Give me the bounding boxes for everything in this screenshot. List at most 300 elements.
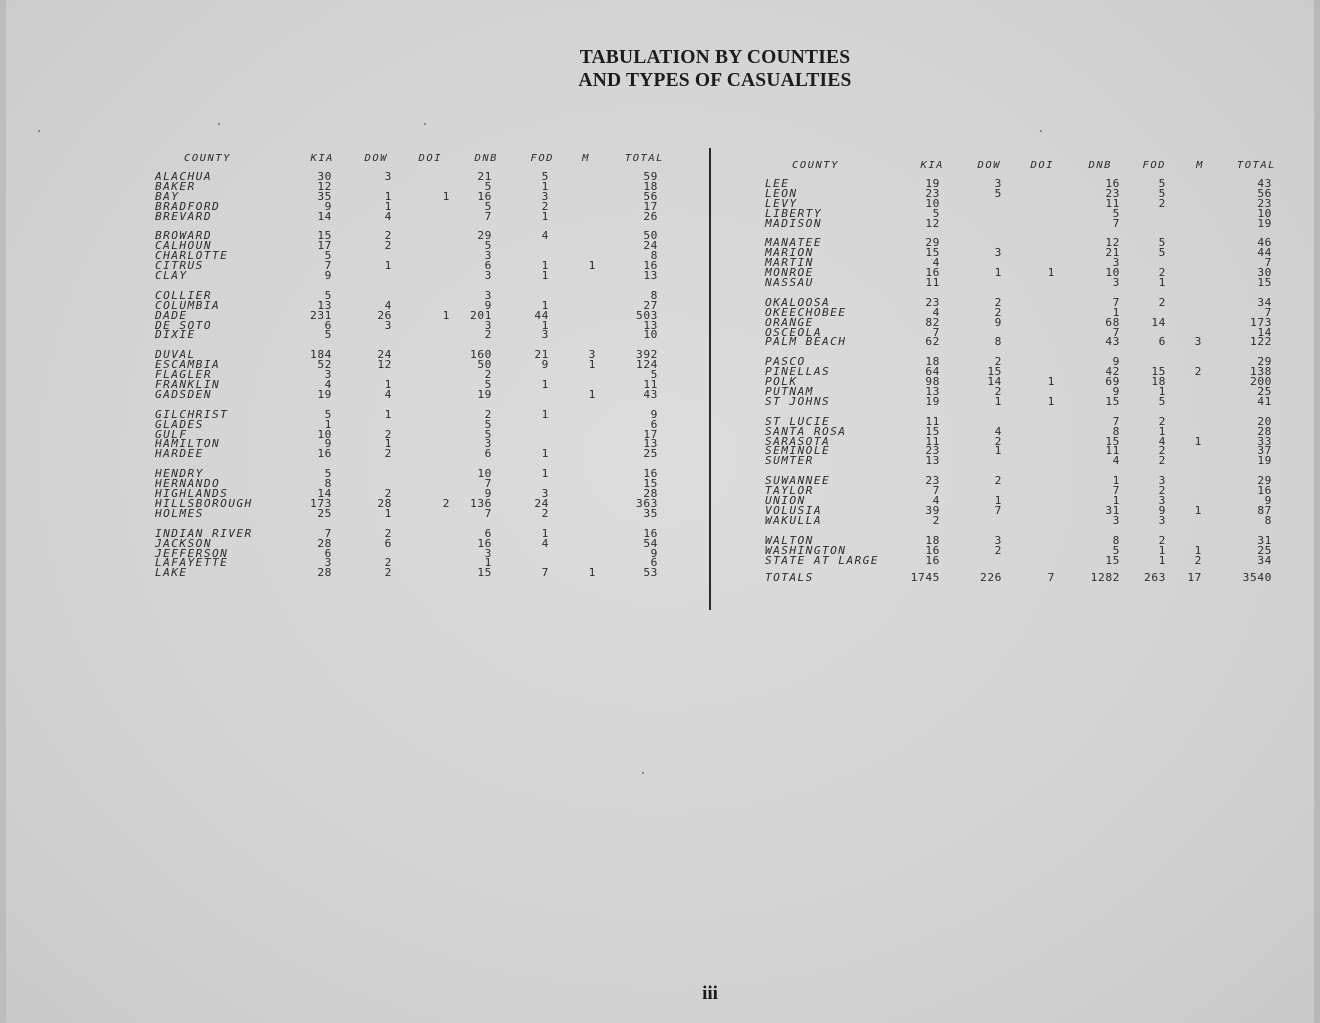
county-fod-cell: 3 [1158,474,1166,487]
county-fod-cell: 2 [1158,454,1166,468]
county-total-cell: 7 [1264,256,1272,269]
county-total-cell: 10 [1257,207,1272,220]
county-total-cell: 56 [643,190,658,203]
county-kia-cell: 23 [925,474,940,487]
county-dow-cell: 2 [994,355,1002,369]
county-county-cell: CALHOUN [155,239,212,253]
county-county-cell: BREVARD [155,209,212,223]
county-dnb-cell: 15 [1105,553,1120,567]
county-dow-cell: 2 [994,434,1002,448]
county-county-cell: FRANKLIN [155,378,221,391]
county-fod-cell: 1 [1158,425,1166,438]
county-dnb-cell: 7 [484,507,492,520]
county-dnb-cell: 23 [1105,187,1120,200]
county-dnb-cell: 5 [1112,207,1120,220]
county-kia-cell: 12 [317,180,332,193]
county-kia-cell: 13 [925,385,940,398]
county-dnb-cell: 7 [1112,484,1120,497]
county-total-cell: 17 [643,427,658,441]
county-total-cell: 25 [643,447,658,461]
county-dnb-cell: 3 [484,289,492,302]
county-total-cell: 50 [643,229,658,243]
county-county-cell: CLAY [155,269,188,282]
county-kia-cell: 7 [932,484,940,497]
county-county-cell: FLAGLER [155,368,212,381]
county-fod-cell: 3 [1158,494,1166,507]
county-kia-cell: 231 [309,309,332,322]
county-fod-cell: 1 [1158,543,1166,557]
county-fod-cell: 2 [541,507,549,520]
county-kia-cell: 11 [925,276,940,289]
county-county-cell: LEVY [765,197,798,210]
county-kia-cell: 11 [925,434,940,448]
paper-speck [642,772,644,774]
county-fod-cell: 1 [541,467,549,480]
county-dnb-cell: 21 [1105,246,1120,260]
header-county-cell: COUNTY [184,152,231,164]
county-dnb-cell: 7 [1112,296,1120,309]
county-total-cell: 15 [1257,276,1272,289]
county-total-cell: 54 [643,536,658,550]
county-fod-cell: 5 [1158,187,1166,200]
county-county-cell: BRADFORD [155,200,221,213]
county-total-cell: 11 [643,378,658,391]
county-fod-cell: 1 [541,408,549,421]
county-county-cell: UNION [765,494,806,507]
county-dow-cell: 1 [384,200,392,213]
county-total-cell: 26 [643,209,658,223]
county-total-cell: 503 [635,309,658,322]
county-dnb-cell: 19 [477,388,492,401]
county-dnb-cell: 201 [469,309,492,322]
county-dnb-cell: 3 [1112,514,1120,527]
totals-m-cell: 17 [1187,571,1202,585]
county-dnb-cell: 5 [1112,543,1120,557]
county-dnb-cell: 3 [484,437,492,451]
county-dow-cell: 4 [384,299,392,312]
county-total-cell: 9 [650,408,658,421]
totals-dow-cell: 226 [979,571,1002,585]
county-total-cell: 24 [643,239,658,253]
county-kia-cell: 5 [324,249,332,262]
county-kia-cell: 9 [324,269,332,282]
county-fod-cell: 2 [1158,266,1166,279]
county-fod-cell: 2 [1158,415,1166,428]
county-dow-cell: 1 [384,408,392,421]
county-total-cell: 6 [650,556,658,570]
county-total-cell: 59 [643,170,658,183]
county-fod-cell: 2 [1158,444,1166,458]
county-total-cell: 30 [1257,266,1272,279]
county-fod-cell: 14 [1151,316,1166,329]
county-fod-cell: 5 [1158,177,1166,190]
county-county-cell: LAKE [155,566,188,579]
county-total-cell: 33 [1257,434,1272,448]
county-fod-cell: 4 [1158,434,1166,448]
county-fod-cell: 3 [1158,514,1166,527]
county-county-cell: OKALOOSA [765,296,831,309]
county-kia-cell: 23 [925,444,940,458]
county-total-cell: 18 [643,180,658,193]
county-county-cell: LAFAYETTE [155,556,229,570]
county-total-cell: 25 [1257,385,1272,398]
page-right-edge [1314,0,1320,1023]
county-kia-cell: 9 [324,200,332,213]
county-fod-cell: 7 [541,566,549,579]
county-kia-cell: 28 [317,536,332,550]
county-county-cell: WALTON [765,534,814,547]
county-total-cell: 9 [650,546,658,560]
county-total-cell: 27 [643,299,658,312]
county-dow-cell: 2 [994,306,1002,319]
county-county-cell: BAY [155,190,180,203]
county-dnb-cell: 8 [1112,425,1120,438]
county-dnb-cell: 7 [1112,415,1120,428]
county-kia-cell: 4 [932,494,940,507]
county-dow-cell: 4 [384,388,392,401]
county-dnb-cell: 7 [1112,325,1120,339]
county-dow-cell: 1 [994,266,1002,279]
county-kia-cell: 16 [317,447,332,461]
paper-speck [424,123,426,125]
county-dow-cell: 24 [377,348,392,362]
county-doi-cell: 1 [1047,266,1055,279]
county-total-cell: 56 [1257,187,1272,200]
county-kia-cell: 19 [925,395,940,408]
county-fod-cell: 15 [1151,365,1166,378]
county-county-cell: DADE [155,309,188,322]
title-line-1: TABULATION BY COUNTIES [579,47,851,68]
county-dow-cell: 3 [384,170,392,183]
county-total-cell: 200 [1249,375,1272,388]
totals-dnb-cell: 1282 [1090,571,1120,585]
county-dnb-cell: 21 [477,170,492,183]
county-total-cell: 16 [1257,484,1272,497]
county-fod-cell: 1 [541,259,549,272]
county-doi-cell: 2 [442,497,450,510]
county-county-cell: JEFFERSON [155,546,229,560]
county-kia-cell: 6 [324,546,332,560]
county-kia-cell: 7 [932,325,940,339]
county-fod-cell: 2 [1158,197,1166,210]
county-dnb-cell: 6 [484,447,492,461]
county-m-cell: 2 [1194,365,1202,378]
county-county-cell: SARASOTA [765,434,831,448]
county-total-cell: 23 [1257,197,1272,210]
county-total-cell: 8 [1264,514,1272,527]
paper-speck [38,130,40,132]
county-dow-cell: 2 [994,385,1002,398]
county-total-cell: 87 [1257,504,1272,517]
county-county-cell: WASHINGTON [765,543,847,557]
county-total-cell: 43 [1257,177,1272,190]
county-county-cell: BAKER [155,180,196,193]
county-dow-cell: 1 [384,378,392,391]
totals-doi-cell: 7 [1047,571,1055,585]
county-county-cell: GILCHRIST [155,408,229,421]
county-kia-cell: 16 [925,543,940,557]
county-fod-cell: 1 [1158,553,1166,567]
county-kia-cell: 52 [317,358,332,371]
totals-fod-cell: 263 [1143,571,1166,585]
county-county-cell: NASSAU [765,276,814,289]
county-dnb-cell: 160 [469,348,492,362]
county-county-cell: BROWARD [155,229,212,243]
county-kia-cell: 7 [324,259,332,272]
county-kia-cell: 10 [317,427,332,441]
county-kia-cell: 5 [324,289,332,302]
county-kia-cell: 3 [324,556,332,570]
county-dnb-cell: 2 [484,408,492,421]
county-total-cell: 13 [643,318,658,332]
county-fod-cell: 9 [1158,504,1166,517]
county-dnb-cell: 10 [1105,266,1120,279]
county-total-cell: 8 [650,249,658,262]
county-fod-cell: 18 [1151,375,1166,388]
county-dow-cell: 5 [994,187,1002,200]
county-total-cell: 34 [1257,553,1272,567]
county-county-cell: OSCEOLA [765,325,822,339]
county-dow-cell: 2 [384,487,392,500]
county-kia-cell: 16 [925,553,940,567]
county-fod-cell: 2 [1158,484,1166,497]
county-dow-cell: 2 [384,427,392,441]
county-total-cell: 13 [643,269,658,282]
header-kia-cell: KIA [310,152,334,164]
county-dow-cell: 2 [384,556,392,570]
county-kia-cell: 5 [324,467,332,480]
county-total-cell: 124 [635,358,658,371]
county-total-cell: 43 [643,388,658,401]
county-kia-cell: 15 [925,246,940,260]
county-total-cell: 16 [643,467,658,480]
county-kia-cell: 13 [925,454,940,468]
county-fod-cell: 4 [541,229,549,243]
county-fod-cell: 2 [1158,534,1166,547]
county-total-cell: 363 [635,497,658,510]
county-dow-cell: 6 [384,536,392,550]
county-fod-cell: 1 [541,209,549,223]
county-county-cell: ST LUCIE [765,415,831,428]
header-county-cell: COUNTY [792,159,839,171]
header-total-cell: TOTAL [624,152,664,164]
county-dnb-cell: 5 [484,418,492,431]
county-county-cell: DE SOTO [155,318,212,332]
county-dnb-cell: 6 [484,527,492,540]
county-total-cell: 16 [643,527,658,540]
county-kia-cell: 62 [925,335,940,349]
county-m-cell: 1 [588,259,596,272]
county-kia-cell: 29 [925,236,940,250]
county-dow-cell: 2 [994,543,1002,557]
county-dow-cell: 1 [994,395,1002,408]
county-county-cell: PINELLAS [765,365,831,378]
county-dnb-cell: 2 [484,368,492,381]
county-county-cell: LEON [765,187,798,200]
county-dnb-cell: 9 [484,299,492,312]
county-kia-cell: 35 [317,190,332,203]
county-kia-cell: 7 [324,527,332,540]
county-dnb-cell: 16 [1105,177,1120,190]
county-m-cell: 1 [1194,543,1202,557]
county-dnb-cell: 12 [1105,236,1120,250]
county-total-cell: 44 [1257,246,1272,260]
county-county-cell: STATE AT LARGE [765,553,879,567]
county-dnb-cell: 3 [484,269,492,282]
county-dow-cell: 2 [384,527,392,540]
county-county-cell: SANTA ROSA [765,425,847,438]
county-dnb-cell: 16 [477,190,492,203]
county-county-cell: OKEECHOBEE [765,306,847,319]
county-kia-cell: 184 [309,348,332,362]
county-county-cell: HIGHLANDS [155,487,229,500]
county-kia-cell: 14 [317,209,332,223]
county-fod-cell: 1 [541,447,549,461]
county-total-cell: 53 [643,566,658,579]
county-total-cell: 10 [643,328,658,342]
county-kia-cell: 10 [925,197,940,210]
county-dnb-cell: 2 [484,328,492,342]
header-doi-cell: DOI [1030,159,1054,171]
county-kia-cell: 13 [317,299,332,312]
county-dnb-cell: 9 [484,487,492,500]
county-kia-cell: 19 [317,388,332,401]
county-total-cell: 8 [650,289,658,302]
header-m-cell: M [582,152,590,164]
county-dnb-cell: 31 [1105,504,1120,517]
totals-county-cell: TOTALS [765,571,814,585]
county-total-cell: 138 [1249,365,1272,378]
county-county-cell: VOLUSIA [765,504,822,517]
county-dnb-cell: 7 [484,209,492,223]
county-kia-cell: 18 [925,534,940,547]
county-dnb-cell: 43 [1105,335,1120,349]
county-dnb-cell: 1 [1112,306,1120,319]
county-fod-cell: 44 [534,309,549,322]
county-county-cell: HILLSBOROUGH [155,497,253,510]
county-county-cell: MONROE [765,266,814,279]
county-fod-cell: 2 [1158,296,1166,309]
county-county-cell: GLADES [155,418,204,431]
county-fod-cell: 3 [541,328,549,342]
county-total-cell: 9 [1264,494,1272,507]
county-dow-cell: 28 [377,497,392,510]
county-county-cell: LIBERTY [765,207,822,220]
county-fod-cell: 1 [1158,276,1166,289]
county-total-cell: 29 [1257,474,1272,487]
county-total-cell: 13 [643,437,658,451]
header-dnb-cell: DNB [1088,159,1112,171]
county-dnb-cell: 10 [477,467,492,480]
county-county-cell: HERNANDO [155,477,221,490]
county-kia-cell: 98 [925,375,940,388]
county-total-cell: 19 [1257,216,1272,230]
county-county-cell: GULF [155,427,188,441]
county-kia-cell: 5 [324,328,332,342]
paper-speck [1040,130,1042,132]
header-m-cell: M [1196,159,1204,171]
header-doi-cell: DOI [418,152,442,164]
county-dow-cell: 1 [994,494,1002,507]
county-dnb-cell: 5 [484,378,492,391]
county-county-cell: HOLMES [155,507,204,520]
county-total-cell: 19 [1257,454,1272,468]
county-county-cell: SUMTER [765,454,814,468]
county-kia-cell: 173 [309,497,332,510]
county-total-cell: 35 [643,507,658,520]
county-dnb-cell: 15 [1105,434,1120,448]
county-dow-cell: 2 [384,229,392,243]
county-doi-cell: 1 [1047,375,1055,388]
county-fod-cell: 9 [541,358,549,371]
county-fod-cell: 5 [1158,395,1166,408]
header-dnb-cell: DNB [474,152,498,164]
county-fod-cell: 2 [541,200,549,213]
county-dow-cell: 1 [384,190,392,203]
county-dow-cell: 1 [384,437,392,451]
county-county-cell: HARDEE [155,447,204,461]
county-kia-cell: 15 [925,425,940,438]
county-m-cell: 1 [588,358,596,371]
county-dnb-cell: 6 [484,259,492,272]
county-county-cell: COLLIER [155,289,212,302]
county-total-cell: 37 [1257,444,1272,458]
county-dnb-cell: 50 [477,358,492,371]
county-dnb-cell: 4 [1112,454,1120,468]
county-fod-cell: 6 [1158,335,1166,349]
county-kia-cell: 30 [317,170,332,183]
county-dnb-cell: 9 [1112,355,1120,369]
county-dow-cell: 4 [384,209,392,223]
county-dnb-cell: 9 [1112,385,1120,398]
county-dnb-cell: 15 [477,566,492,579]
county-county-cell: INDIAN RIVER [155,527,253,540]
county-county-cell: PALM BEACH [765,335,847,349]
county-kia-cell: 4 [324,378,332,391]
county-kia-cell: 15 [317,229,332,243]
county-fod-cell: 5 [541,170,549,183]
county-m-cell: 3 [588,348,596,362]
county-dnb-cell: 5 [484,180,492,193]
county-total-cell: 41 [1257,395,1272,408]
county-dnb-cell: 68 [1105,316,1120,329]
county-dnb-cell: 3 [1112,276,1120,289]
county-county-cell: COLUMBIA [155,299,221,312]
county-dnb-cell: 7 [1112,216,1120,230]
county-kia-cell: 19 [925,177,940,190]
county-county-cell: WAKULLA [765,514,822,527]
county-fod-cell: 1 [541,269,549,282]
county-total-cell: 14 [1257,325,1272,339]
county-fod-cell: 1 [1158,385,1166,398]
column-divider [709,148,711,610]
county-kia-cell: 28 [317,566,332,579]
county-total-cell: 173 [1249,316,1272,329]
county-kia-cell: 23 [925,296,940,309]
county-fod-cell: 3 [541,487,549,500]
county-dow-cell: 1 [994,444,1002,458]
county-dow-cell: 3 [994,534,1002,547]
county-county-cell: MARION [765,246,814,260]
county-total-cell: 7 [1264,306,1272,319]
county-dow-cell: 2 [994,296,1002,309]
county-county-cell: POLK [765,375,798,388]
county-fod-cell: 24 [534,497,549,510]
county-dnb-cell: 15 [1105,395,1120,408]
county-county-cell: MARTIN [765,256,814,269]
county-dow-cell: 1 [384,507,392,520]
header-kia-cell: KIA [920,159,944,171]
